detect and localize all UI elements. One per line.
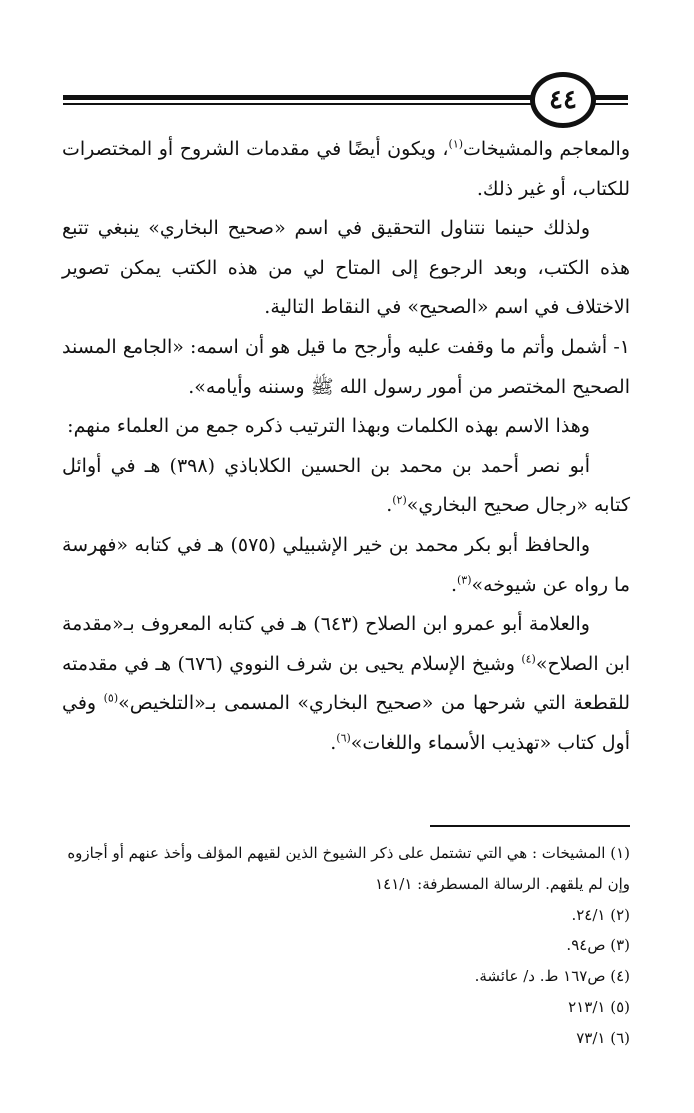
footnote-ref-6[interactable]: (٦) [336,731,351,745]
main-text [62,130,630,764]
footnote-3: (٣) ص٩٤. [566,936,630,955]
footnotes [62,838,630,1054]
footnote-1: (١) المشيخات : هي التي تشتمل على ذكر الشيوخ الذين لقيهم المؤلف وأخذ عنهم أو أجازوه وإن لم يلقهم. الرسالة المسطرفة: ١٤١/١ [67,844,630,893]
footnote-6: (٦) ٧٣/١ [576,1028,630,1047]
footnote-ref-2[interactable]: (٢) [392,494,407,508]
paragraph-3: ١- أشمل وأتم ما وقفت عليه وأرجح ما قيل هو أن اسمه: «الجامع المسند الصحيح المختصر من أمور رسول الله ﷺ وسننه وأيامه». [62,335,630,398]
paragraph-7: والعلامة أبو عمرو ابن الصلاح (٦٤٣) هـ في كتابه المعروف بـ«مقدمة ابن الصلاح»$^{(٤)}$ وشيخ الإسلام يحيى بن شرف النووي (٦٧٦) هـ في مقدمته للقطعة التي شرحها من «صحيح البخاري» المسمى بـ«التلخيص»$^{(٥)}$ وفي أول كتاب «تهذيب الأسماء واللغات»$^{(٦)}$. [62,613,630,754]
footnote-ref-5[interactable]: (٥) [103,691,119,705]
page-number-badge [530,72,596,128]
page-header [0,0,694,140]
paragraph-1: والمعاجم والمشيخات$^{(١)}$، ويكون أيضًا في مقدمات الشروح أو المختصرات للكتاب، أو غير ذلك. [62,137,631,200]
footnote-5: (٥) ٢١٣/١ [568,997,630,1016]
footnote-ref-4[interactable]: (٤) [521,652,536,666]
footnote-2: (٢) ٢٤/١. [571,905,630,924]
page-number: ٤٤ [549,85,577,115]
paragraph-5: أبو نصر أحمد بن محمد بن الحسين الكلاباذي (٣٩٨) هـ في أوائل كتابه «رجال صحيح البخاري»$^{(٢)}$. [62,454,630,517]
paragraph-2: ولذلك حينما نتناول التحقيق في اسم «صحيح البخاري» ينبغي تتبع هذه الكتب، وبعد الرجوع إلى المتاح لي من هذه الكتب يمكن تصوير الاختلاف في اسم «الصحيح» في النقاط التالية. [62,217,630,319]
footnote-ref-3[interactable]: (٣) [456,573,472,587]
footnote-4: (٤) ص١٦٧ ط. د/ عائشة. [474,967,630,986]
paragraph-4: وهذا الاسم بهذه الكلمات وبهذا الترتيب ذكره جمع من العلماء منهم: [67,415,590,438]
paragraph-6: والحافظ أبو بكر محمد بن خير الإشبيلي (٥٧٥) هـ في كتابه «فهرسة ما رواه عن شيوخه»$^{(٣)}$. [62,533,630,596]
footnote-divider [430,825,630,827]
footnote-ref-1[interactable]: (١) [448,137,464,151]
